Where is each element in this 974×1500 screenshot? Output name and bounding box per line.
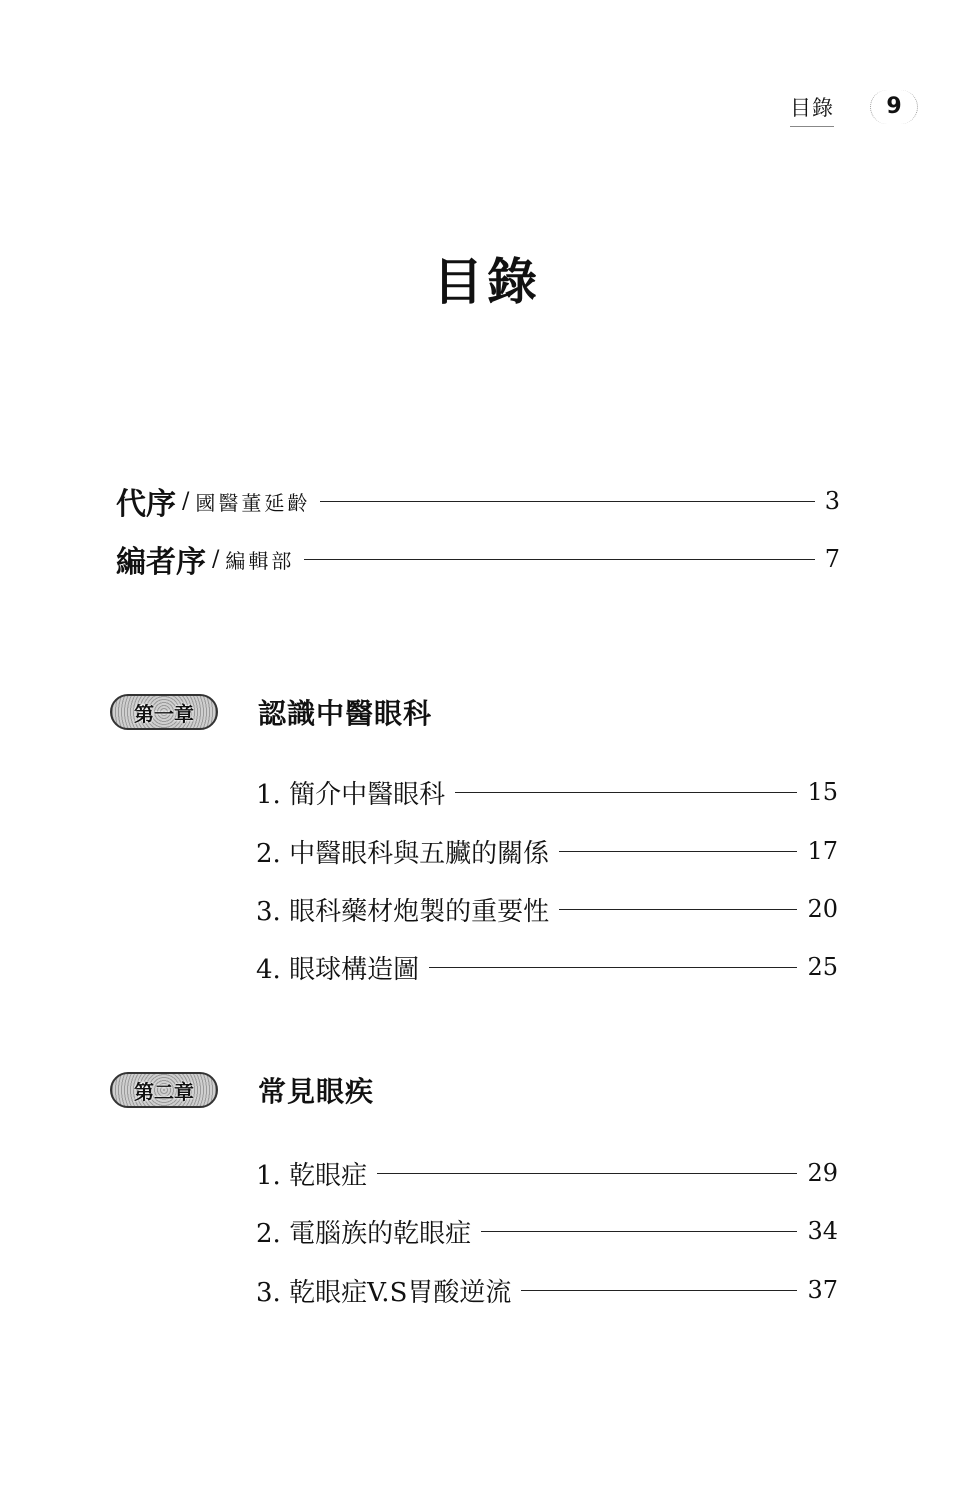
- entry-page: 17: [807, 837, 838, 865]
- front-entry-page: 7: [824, 545, 840, 573]
- dot-leader: [481, 1231, 797, 1232]
- entry-page: 20: [807, 895, 838, 923]
- dot-leader: [559, 851, 797, 852]
- dot-leader: [377, 1173, 797, 1174]
- entry-page: 25: [807, 953, 838, 981]
- front-entry-author: 國醫董延齡: [195, 490, 311, 515]
- toc-front-entry[interactable]: [116, 539, 840, 579]
- dot-leader: [521, 1290, 797, 1291]
- dot-leader: [304, 559, 814, 560]
- toc-entry[interactable]: [256, 831, 838, 871]
- dot-leader: [559, 909, 797, 910]
- entry-page: 37: [807, 1276, 838, 1304]
- entry-title: 3. 乾眼症V.S胃酸逆流: [256, 1277, 512, 1308]
- chapter-heading[interactable]: [110, 690, 432, 734]
- entry-title: 3. 眼科藥材炮製的重要性: [256, 896, 550, 927]
- chapter-title: 認識中醫眼科: [258, 697, 433, 730]
- front-entry-label: 代序: [116, 487, 176, 522]
- chapter-title: 常見眼疾: [258, 1075, 375, 1108]
- dot-leader: [455, 792, 797, 793]
- chapter-badge: 第二章: [110, 1072, 218, 1108]
- toc-entry[interactable]: [256, 947, 838, 987]
- entry-page: 34: [807, 1217, 838, 1245]
- chapter-heading[interactable]: [110, 1068, 374, 1112]
- chapter-badge: 第一章: [110, 694, 218, 730]
- entry-title: 2. 中醫眼科與五臟的關係: [256, 838, 550, 869]
- dot-leader: [429, 967, 797, 968]
- toc-entry[interactable]: [256, 1211, 838, 1251]
- page-number: 9: [870, 90, 918, 124]
- toc-entry[interactable]: [256, 772, 838, 812]
- toc-entry[interactable]: [256, 1153, 838, 1193]
- toc-entry[interactable]: [256, 889, 838, 929]
- running-head-title: 目錄: [790, 92, 834, 127]
- front-entry-author: 編輯部: [225, 548, 295, 573]
- entry-page: 29: [807, 1159, 838, 1187]
- dot-leader: [320, 501, 814, 502]
- page-title: 目錄: [433, 253, 541, 311]
- entry-page: 15: [807, 778, 838, 806]
- front-entry-label: 編者序: [116, 545, 206, 580]
- entry-title: 4. 眼球構造圖: [256, 954, 420, 985]
- front-entry-slash: /: [182, 488, 190, 514]
- entry-title: 2. 電腦族的乾眼症: [256, 1218, 472, 1249]
- front-entry-page: 3: [824, 487, 840, 515]
- front-entry-slash: /: [212, 546, 220, 572]
- toc-entry[interactable]: [256, 1270, 838, 1310]
- entry-title: 1. 簡介中醫眼科: [256, 779, 446, 810]
- toc-front-entry[interactable]: [116, 481, 840, 521]
- entry-title: 1. 乾眼症: [256, 1160, 368, 1191]
